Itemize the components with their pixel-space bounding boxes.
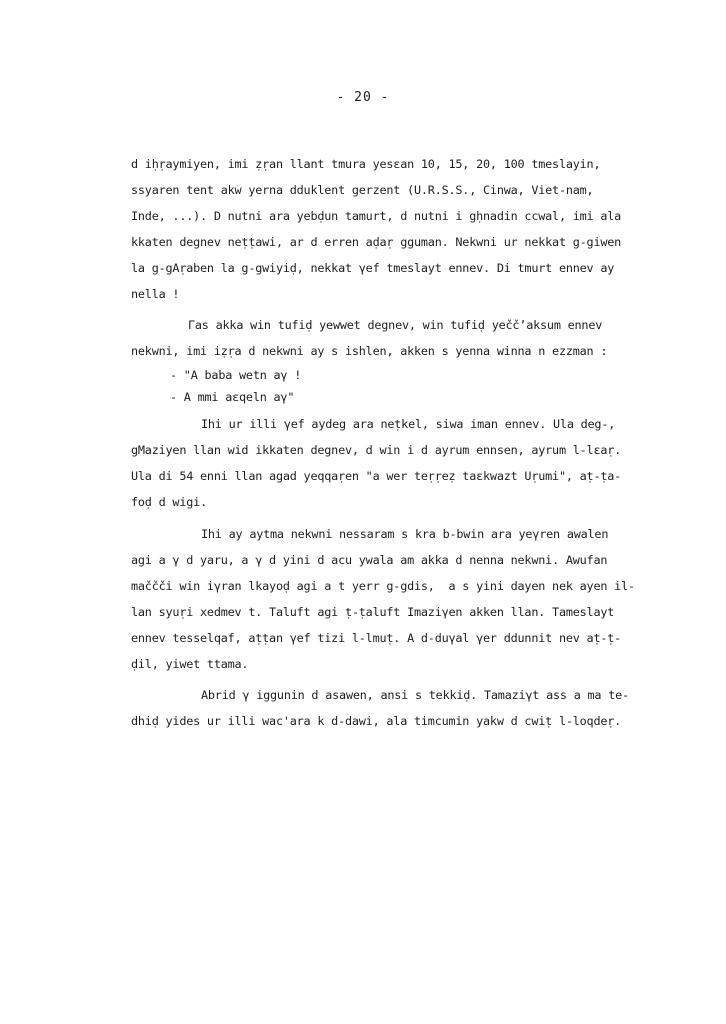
text-line: Abrid γ iggunin d asawen, ansi s tekkiḍ. Tamaziγt ass a ma te- <box>201 688 629 702</box>
text-line: foḍ d wigi. <box>131 495 207 509</box>
text-line: nekwni, imi iẓṛa d nekwni ay s ishlen, akken s yenna winna n ezzman : <box>131 344 608 358</box>
quote-line: - "A baba wetn aγ ! <box>170 368 302 382</box>
text-line: ennev tesselqaf, aṭṭan γef tizi l-lmuṭ. A d-duγal γer ddunnit nev aṭ-ṭ- <box>131 631 622 645</box>
text-line: nella ! <box>131 287 180 301</box>
text-line: maččči win iγran lkayoḍ agi a t yerr g-gdis, a s yini dayen nek ayen il- <box>131 579 635 593</box>
text-line: gMaziyen llan wid ikkaten degnev, d win i d ayrum ennsen, ayrum l-lɛaṛ. <box>131 443 622 457</box>
text-line: d iḥṛaymiyen, imi ẓṛan llant tmura yesɛan 10, 15, 20, 100 tmeslayin, <box>131 157 601 171</box>
text-line: ḍil, yiwet ttama. <box>131 657 249 671</box>
text-line: ssyaren tent akw yerna dduklent gerzent (U.R.S.S., Cinwa, Viet-nam, <box>131 183 594 197</box>
text-line: Ihi ay aytma nekwni nessaram s kra b-bwin ara yeγren awalen <box>201 527 609 541</box>
text-line: agi a γ d yaru, a γ d yini d acu ywala am akka d nenna nekwni. Awufan <box>131 553 608 567</box>
text-line: Γas akka win tufiḍ yewwet degnev, win tufiḍ yeččʼaksum ennev <box>188 318 603 332</box>
text-line: Inde, ...). D nutni ara yebḍun tamurt, d nutni i gḥnadin ccwal, imi ala <box>131 209 622 223</box>
text-line: dhiḍ yides ur illi wac'ara k d-dawi, ala timcumin yakw d cwiṭ l-loqdeṛ. <box>131 714 622 728</box>
text-line: lan syuṛi xedmev t. Taluft agi ṭ-ṭaluft Imaziγen akken llan. Tameslayt <box>131 605 615 619</box>
text-line: la g-gAṛaben la g-gwiyiḍ, nekkat γef tmeslayt ennev. Di tmurt ennev ay <box>131 261 615 275</box>
quote-line: - A mmi aɛqeln aγ" <box>170 390 295 404</box>
text-line: Ula di 54 enni llan agad yeqqaṛen "a wer teṛṛeẓ taɛkwazt Uṛumi", aṭ-ṭa- <box>131 469 622 483</box>
page-number: - 20 - <box>336 90 390 105</box>
text-line: kkaten degnev neṭṭawi, ar d erren aḍaṛ gguman. Nekwni ur nekkat g-giwen <box>131 235 622 249</box>
text-line: Ihi ur illi γef aydeg ara neṭkel, siwa iman ennev. Ula deg-, <box>201 417 616 431</box>
